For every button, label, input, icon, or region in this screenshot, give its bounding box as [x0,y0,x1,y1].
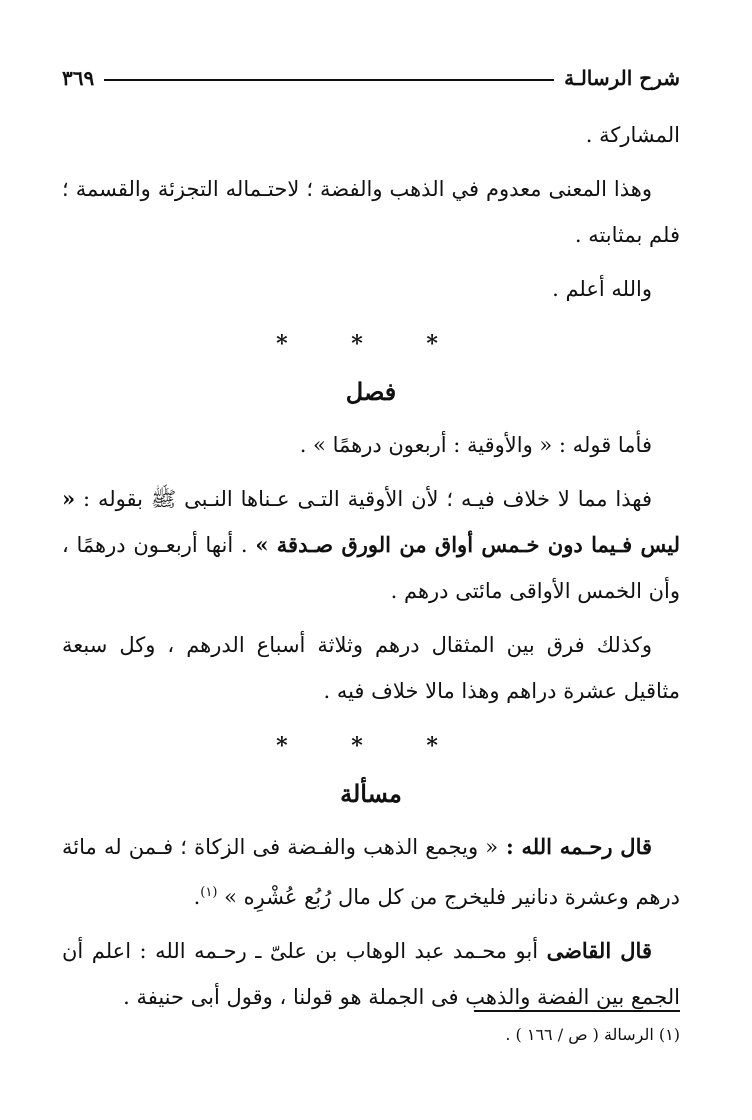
footnote: (١) الرسالة ( ص / ١٦٦ ) . [505,1025,680,1044]
paragraph [62,928,680,1020]
hadith-quote: « ليس فـيما دون خـمس أواق من الورق صـدقة » [62,486,680,557]
header-rule [104,79,554,81]
paragraph-text: « ويجمع الذهب والفـضة فى الزكاة ؛ فـمن له مائة درهم وعشرة دنانير فليخرج من كل مال رُبُع عُشْرِه » [62,835,680,909]
section-heading: مسألة [340,779,402,808]
header-title: شرح الرسالـة [564,66,680,90]
section-heading: فصل [345,377,397,406]
paragraph [62,476,680,614]
paragraph-text: أبو محـمد عبد الوهاب بن علىّ ـ رحـمه الله : اعلم أن الجمع بين الفضة والذهب فى الجملة هو قولنا ، وقول أبى حنيفة . [62,939,680,1009]
paragraph-text: فهذا مما لا خلاف فيـه ؛ لأن الأوقية التـى عـناها النـبى ﷺ بقوله : [83,487,652,511]
paragraph-text: . [193,885,201,909]
paragraph: المشاركة . [585,123,680,147]
running-header [62,64,680,92]
paragraph: وهذا المعنى معدوم في الذهب والفضة ؛ لاحتـماله التجزئة والقسمة ؛ فلم بمثابته . [62,177,680,247]
main-text [62,112,680,1028]
speaker-label: قال القاضى [546,938,652,963]
footnote-rule [474,1010,680,1012]
paragraph: فأما قوله : « والأوقية : أربعون درهمًا » . [299,433,652,457]
section-separator: * * * [276,733,466,759]
paragraph-text: . أنها أربعـون درهمًا ، وأن الخمس الأواقى مائتى درهم . [62,533,680,603]
footnote-ref[interactable]: (١) [200,885,218,900]
paragraph [62,824,680,920]
paragraph: وكذلك فرق بين المثقال درهم وثلاثة أسباع الدرهم ، وكل سبعة مثاقيل عشرة دراهم وهذا مالا خلاف فيه . [62,633,680,703]
section-separator: * * * [276,331,466,357]
page-number: ٣٦٩ [62,66,95,90]
paragraph: والله أعلم . [552,277,652,301]
speaker-label: قال رحـمه الله : [498,834,653,859]
